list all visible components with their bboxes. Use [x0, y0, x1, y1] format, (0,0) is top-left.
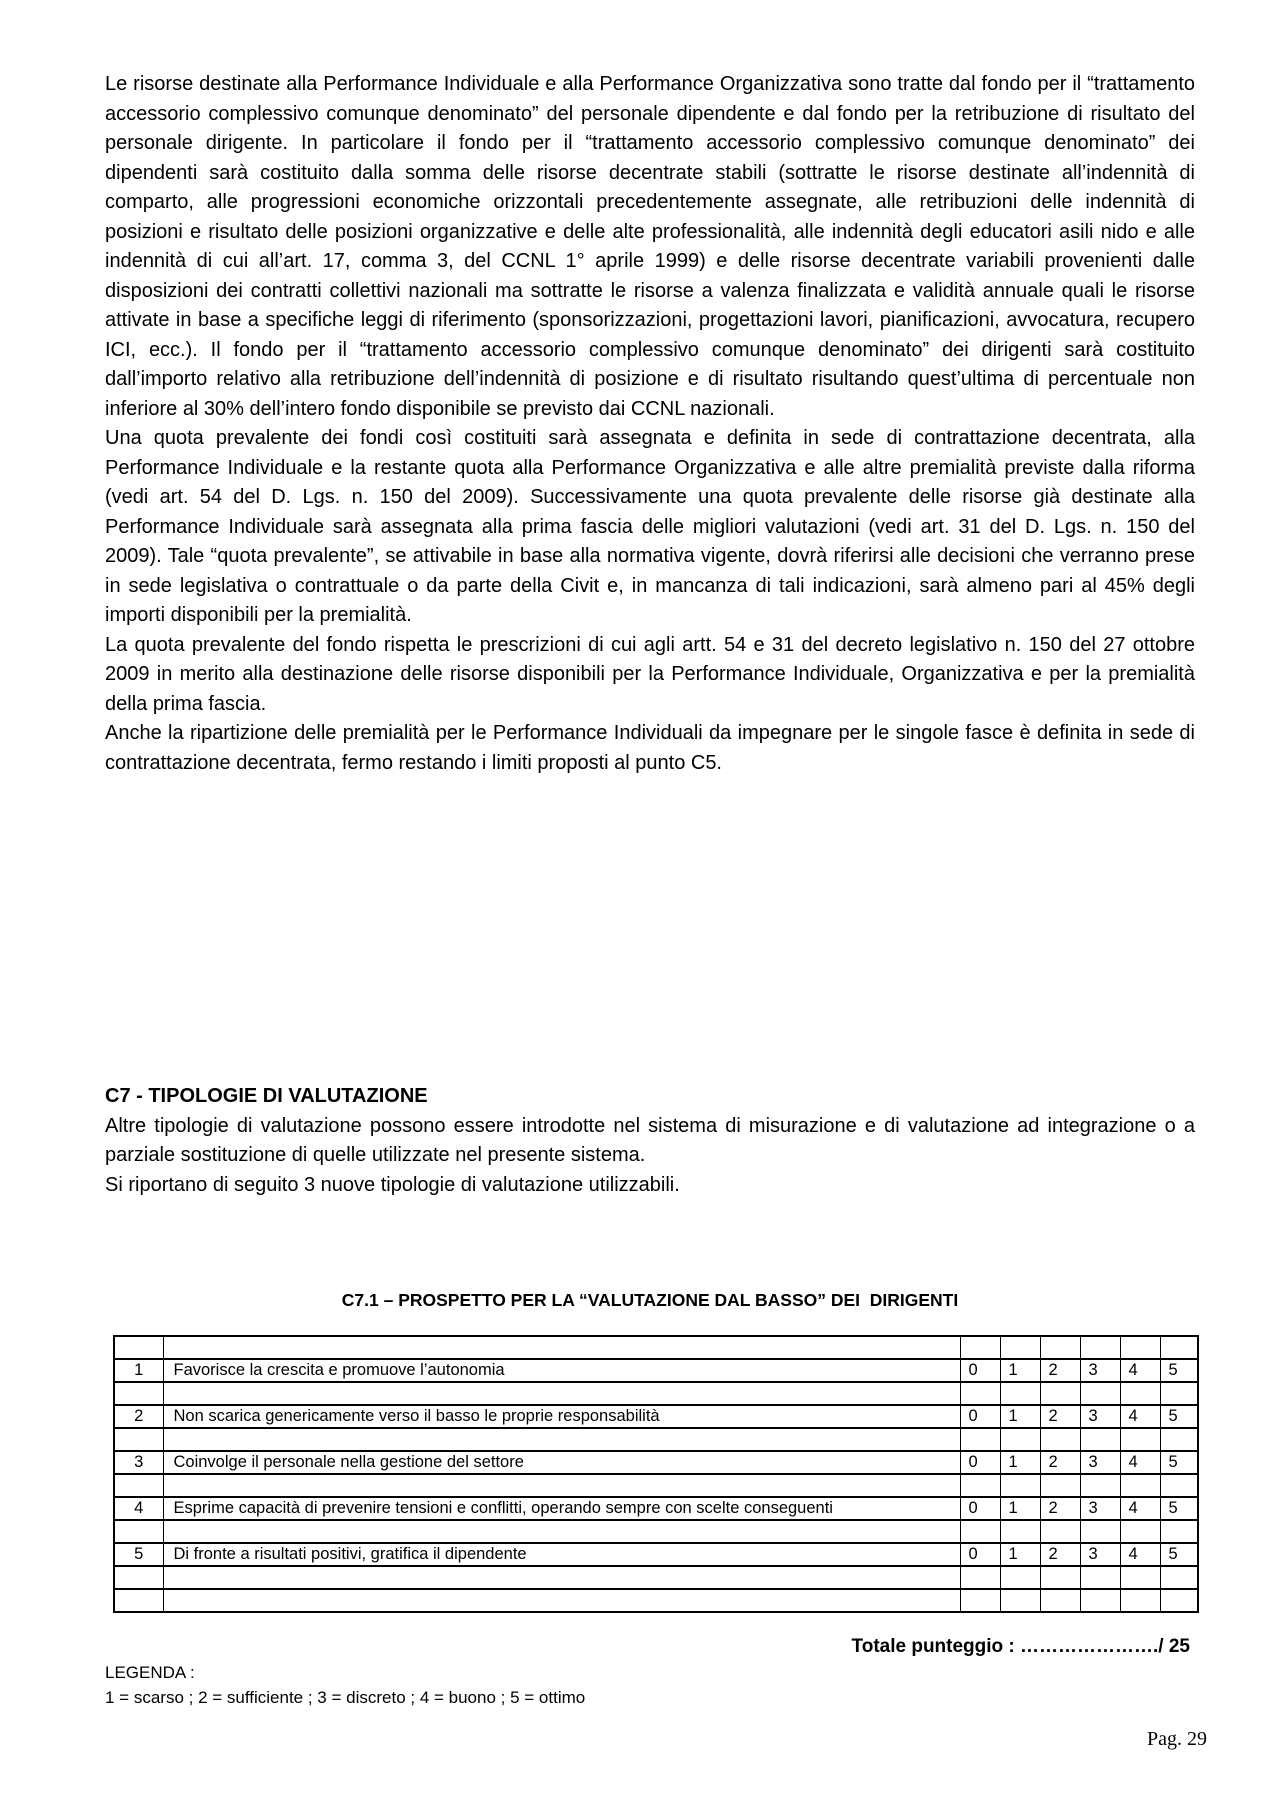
empty-cell: [960, 1520, 1000, 1543]
score-cell: 1: [1000, 1543, 1040, 1566]
criterion-cell: Di fronte a risultati positivi, gratifica il dipendente: [163, 1543, 960, 1566]
score-cell: 4: [1120, 1543, 1160, 1566]
criterion-cell: Esprime capacità di prevenire tensioni e conflitti, operando sempre con scelte conseguenti: [163, 1497, 960, 1520]
table-row: [114, 1405, 1198, 1428]
section-paragraph: Altre tipologie di valutazione possono essere introdotte nel sistema di misurazione e di valutazione ad integrazione o a parziale sostituzione di quelle utilizzate nel presente sistema.: [105, 1114, 1195, 1166]
empty-cell: [1000, 1566, 1040, 1589]
empty-cell: [960, 1566, 1000, 1589]
empty-cell: [1160, 1382, 1198, 1405]
empty-cell: [1080, 1520, 1120, 1543]
score-cell: 0: [960, 1405, 1000, 1428]
score-cell: 3: [1080, 1543, 1120, 1566]
empty-cell: [1040, 1382, 1080, 1405]
empty-cell: [1160, 1520, 1198, 1543]
row-number-cell: 4: [114, 1497, 163, 1520]
empty-cell: [1000, 1382, 1040, 1405]
empty-cell: [1040, 1336, 1080, 1359]
score-cell: 3: [1080, 1451, 1120, 1474]
total-score-label: Totale punteggio : …………………./ 25: [851, 1636, 1190, 1657]
empty-cell: [1080, 1589, 1120, 1612]
empty-cell: [1160, 1336, 1198, 1359]
empty-cell: [1080, 1382, 1120, 1405]
empty-cell: [1040, 1428, 1080, 1451]
empty-cell: [114, 1566, 163, 1589]
score-cell: 0: [960, 1543, 1000, 1566]
table-spacer-row: [114, 1336, 1198, 1359]
empty-cell: [114, 1336, 163, 1359]
score-cell: 1: [1000, 1497, 1040, 1520]
criterion-cell: Favorisce la crescita e promuove l’autonomia: [163, 1359, 960, 1382]
empty-cell: [163, 1428, 960, 1451]
empty-cell: [1120, 1566, 1160, 1589]
score-cell: 0: [960, 1451, 1000, 1474]
empty-cell: [1120, 1382, 1160, 1405]
body-paragraph: Le risorse destinate alla Performance Individuale e alla Performance Organizzativa sono tratte dal fondo per il “trattamento accessorio complessivo comunque denominato” del personale dipendente e dal fondo per la retribuzione di risultato del personale dirigente. In particolare il fondo per il “trattamento accessorio complessivo comunque denominato” dei dipendenti sarà costituito dalla somma delle risorse decentrate stabili (sottratte le risorse destinate all’indennità di comparto, alle progressioni economiche orizzontali precedentemente assegnate, alle retribuzioni delle indennità di posizioni e risultato delle posizioni organizzative e delle alte professionalità, alle indennità degli educatori asili nido e alle indennità di cui all’art. 17, comma 3, del CCNL 1° aprile 1999) e delle risorse decentrate variabili provenienti dalle disposizioni dei contratti collettivi nazionali ma sottratte le risorse a valenza finalizzata e validità annuale quali le risorse attivate in base a specifiche leggi di riferimento (sponsorizzazioni, progettazioni lavori, pianificazioni, avvocatura, recupero ICI, ecc.). Il fondo per il “trattamento accessorio complessivo comunque denominato” dei dirigenti sarà costituito dall’importo relativo alla retribuzione dell’indennità di posizione e di risultato risultando quest’ultima di percentuale non inferiore al 30% dell’intero fondo disponibile se previsto dai CCNL nazionali.: [105, 73, 1195, 420]
score-cell: 2: [1040, 1359, 1080, 1382]
table-spacer-row: [114, 1382, 1198, 1405]
criterion-cell: Coinvolge il personale nella gestione del settore: [163, 1451, 960, 1474]
empty-cell: [1000, 1428, 1040, 1451]
empty-cell: [1000, 1474, 1040, 1497]
score-cell: 5: [1160, 1451, 1198, 1474]
table-row: [114, 1543, 1198, 1566]
score-cell: 1: [1000, 1359, 1040, 1382]
empty-cell: [114, 1589, 163, 1612]
legend-scale: 1 = scarso ; 2 = sufficiente ; 3 = discreto ; 4 = buono ; 5 = ottimo: [105, 1688, 586, 1707]
section-paragraph: Si riportano di seguito 3 nuove tipologie di valutazione utilizzabili.: [105, 1173, 680, 1196]
empty-cell: [1160, 1566, 1198, 1589]
table-row: [114, 1359, 1198, 1382]
score-cell: 3: [1080, 1497, 1120, 1520]
section-c7: [105, 1082, 1195, 1200]
evaluation-table: [113, 1335, 1199, 1613]
empty-cell: [1040, 1566, 1080, 1589]
body-paragraph: Una quota prevalente dei fondi così costituiti sarà assegnata e definita in sede di contrattazione decentrata, alla Performance Individuale e la restante quota alla Performance Organizzativa e alle altre premialità previste dalla riforma (vedi art. 54 del D. Lgs. n. 150 del 2009). Successivamente una quota prevalente delle risorse già destinate alla Performance Individuale sarà assegnata alla prima fascia delle migliori valutazioni (vedi art. 31 del D. Lgs. n. 150 del 2009). Tale “quota prevalente”, se attivabile in base alla normativa vigente, dovrà riferirsi alle decisioni che verranno prese in sede legislativa o contrattuale o da parte della Civit e, in mancanza di tali indicazioni, sarà almeno pari al 45% degli importi disponibili per la premialità.: [105, 427, 1195, 626]
empty-cell: [1120, 1589, 1160, 1612]
score-cell: 4: [1120, 1359, 1160, 1382]
empty-cell: [1120, 1520, 1160, 1543]
score-cell: 1: [1000, 1405, 1040, 1428]
score-cell: 0: [960, 1359, 1000, 1382]
section-heading-c7: C7 - TIPOLOGIE DI VALUTAZIONE: [105, 1085, 428, 1107]
table-spacer-row: [114, 1566, 1198, 1589]
empty-cell: [163, 1566, 960, 1589]
criterion-cell: Non scarica genericamente verso il basso le proprie responsabilità: [163, 1405, 960, 1428]
body-paragraph: La quota prevalente del fondo rispetta le prescrizioni di cui agli artt. 54 e 31 del decreto legislativo n. 150 del 27 ottobre 2009 in merito alla destinazione delle risorse disponibili per la Performance Individuale, Organizzativa e per la premialità della prima fascia.: [105, 633, 1195, 715]
score-cell: 4: [1120, 1497, 1160, 1520]
empty-cell: [1120, 1336, 1160, 1359]
score-cell: 5: [1160, 1543, 1198, 1566]
empty-cell: [1040, 1474, 1080, 1497]
empty-cell: [1080, 1474, 1120, 1497]
empty-cell: [114, 1520, 163, 1543]
score-cell: 2: [1040, 1451, 1080, 1474]
empty-cell: [163, 1520, 960, 1543]
table-spacer-row: [114, 1428, 1198, 1451]
table-row: [114, 1451, 1198, 1474]
empty-cell: [1120, 1428, 1160, 1451]
table-caption: C7.1 – PROSPETTO PER LA “VALUTAZIONE DAL BASSO” DEI DIRIGENTI: [341, 1290, 959, 1310]
legend-title: LEGENDA :: [105, 1663, 195, 1682]
empty-cell: [163, 1589, 960, 1612]
table-spacer-row: [114, 1589, 1198, 1612]
table-row: [114, 1497, 1198, 1520]
score-cell: 4: [1120, 1405, 1160, 1428]
empty-cell: [960, 1336, 1000, 1359]
empty-cell: [960, 1382, 1000, 1405]
score-cell: 5: [1160, 1405, 1198, 1428]
empty-cell: [114, 1474, 163, 1497]
score-cell: 3: [1080, 1359, 1120, 1382]
body-paragraph: Anche la ripartizione delle premialità per le Performance Individuali da impegnare per le singole fasce è definita in sede di contrattazione decentrata, fermo restando i limiti proposti al punto C5.: [105, 722, 1195, 774]
empty-cell: [1000, 1520, 1040, 1543]
empty-cell: [163, 1474, 960, 1497]
score-cell: 5: [1160, 1359, 1198, 1382]
score-cell: 4: [1120, 1451, 1160, 1474]
score-cell: 2: [1040, 1497, 1080, 1520]
row-number-cell: 5: [114, 1543, 163, 1566]
legend-block: [105, 1660, 585, 1710]
table-spacer-row: [114, 1474, 1198, 1497]
empty-cell: [960, 1589, 1000, 1612]
body-text-block: [105, 70, 1195, 778]
empty-cell: [1160, 1589, 1198, 1612]
empty-cell: [114, 1428, 163, 1451]
empty-cell: [1080, 1336, 1120, 1359]
empty-cell: [1040, 1520, 1080, 1543]
empty-cell: [163, 1382, 960, 1405]
empty-cell: [1000, 1336, 1040, 1359]
score-cell: 0: [960, 1497, 1000, 1520]
score-cell: 2: [1040, 1405, 1080, 1428]
empty-cell: [114, 1382, 163, 1405]
page-number: Pag. 29: [1147, 1728, 1207, 1750]
empty-cell: [1080, 1428, 1120, 1451]
empty-cell: [1120, 1474, 1160, 1497]
table-spacer-row: [114, 1520, 1198, 1543]
score-cell: 1: [1000, 1451, 1040, 1474]
row-number-cell: 1: [114, 1359, 163, 1382]
row-number-cell: 3: [114, 1451, 163, 1474]
empty-cell: [960, 1428, 1000, 1451]
empty-cell: [1160, 1428, 1198, 1451]
score-cell: 2: [1040, 1543, 1080, 1566]
empty-cell: [163, 1336, 960, 1359]
score-cell: 3: [1080, 1405, 1120, 1428]
row-number-cell: 2: [114, 1405, 163, 1428]
score-cell: 5: [1160, 1497, 1198, 1520]
empty-cell: [1160, 1474, 1198, 1497]
empty-cell: [1080, 1566, 1120, 1589]
empty-cell: [960, 1474, 1000, 1497]
empty-cell: [1040, 1589, 1080, 1612]
empty-cell: [1000, 1589, 1040, 1612]
